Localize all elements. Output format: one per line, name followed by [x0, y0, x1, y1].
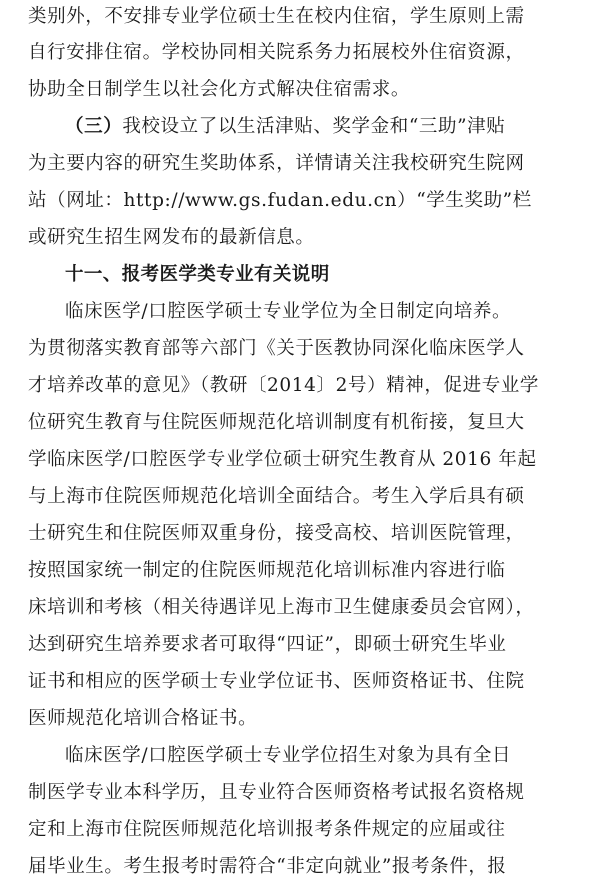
list-marker: （三） — [65, 116, 123, 137]
text-line: 或研究生招生网发布的最新信息。 — [28, 227, 315, 248]
section-heading: 十一、报考医学类专业有关说明 — [65, 264, 330, 285]
text-line: 为贯彻落实教育部等六部门《关于医教协同深化临床医学人 — [28, 338, 525, 359]
text-line: 按照国家统一制定的住院医师规范化培训标准内容进行临 — [28, 560, 506, 581]
text-span: 我校设立了以生活津贴、奖学金和“三助”津贴 — [122, 116, 506, 137]
text-line: 位研究生教育与住院医师规范化培训制度有机衔接，复旦大 — [28, 412, 525, 433]
text-line: 协助全日制学生以社会化方式解决住宿需求。 — [28, 79, 411, 100]
text-line: 制医学专业本科学历，且专业符合医师资格考试报名资格规 — [28, 782, 525, 803]
text-line: 站（网址：http://www.gs.fudan.edu.cn）“学生奖助”栏 — [28, 190, 532, 211]
text-line: 临床医学/口腔医学硕士专业学位为全日制定向培养。 — [65, 301, 512, 322]
text-line: 定和上海市住院医师规范化培训报考条件规定的应届或往 — [28, 819, 506, 840]
text-line: 临床医学/口腔医学硕士专业学位招生对象为具有全日 — [65, 745, 512, 766]
text-line: 为主要内容的研究生奖助体系，详情请关注我校研究生院网 — [28, 153, 525, 174]
text-line: 与上海市住院医师规范化培训全面结合。考生入学后具有硕 — [28, 486, 525, 507]
text-line — [28, 108, 566, 145]
text-line: 届毕业生。考生报考时需符合“非定向就业”报考条件，报 — [28, 856, 507, 877]
paragraph-dormitory — [28, 0, 566, 108]
text-line: 自行安排住宿。学校协同相关院系务力拓展校外住宿资源， — [28, 42, 525, 63]
text-line: 证书和相应的医学硕士专业学位证书、医师资格证书、住院 — [28, 671, 525, 692]
text-line: 床培训和考核（相关待遇详见上海市卫生健康委员会官网）， — [28, 597, 535, 618]
text-line: 士研究生和住院医师双重身份，接受高校、培训医院管理， — [28, 523, 525, 544]
paragraph-clinical-training — [28, 293, 566, 737]
document-page — [28, 0, 566, 885]
paragraph-financial-aid — [28, 108, 566, 256]
text-line: 学临床医学/口腔医学专业学位硕士研究生教育从 2016 年起 — [28, 449, 537, 470]
text-line: 类别外，不安排专业学位硕士生在校内住宿，学生原则上需 — [28, 6, 525, 27]
text-line: 医师规范化培训合格证书。 — [28, 708, 258, 729]
text-line: 才培养改革的意见》（教研〔2014〕2号）精神，促进专业学 — [28, 375, 540, 396]
text-line: 达到研究生培养要求者可取得“四证”，即硕士研究生毕业 — [28, 634, 507, 655]
paragraph-clinical-eligibility — [28, 737, 566, 885]
